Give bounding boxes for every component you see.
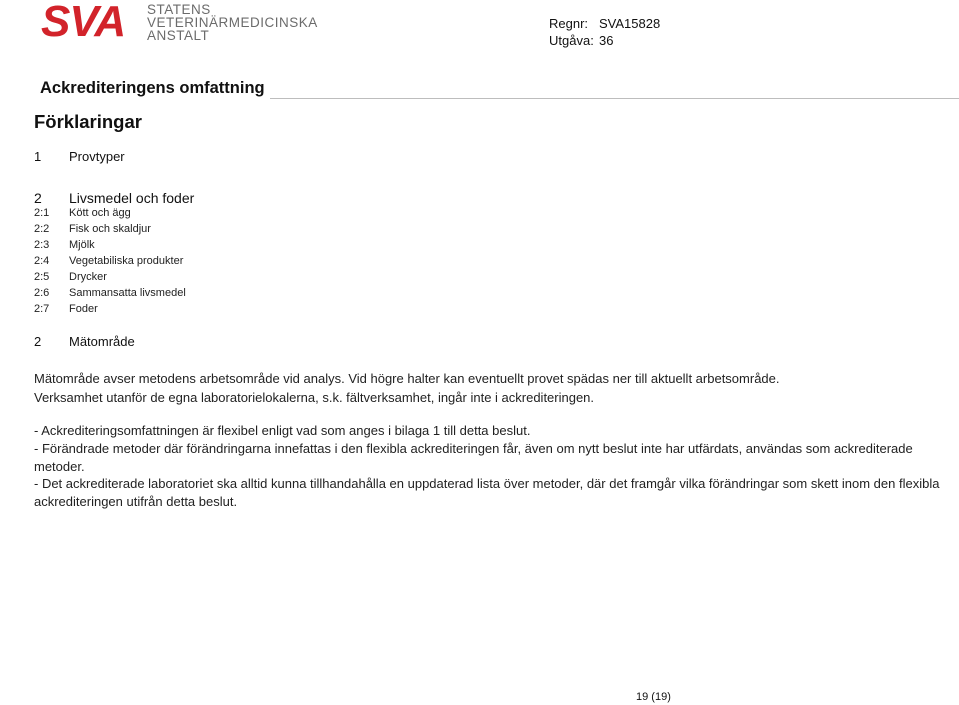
list-item-number: 2:7 bbox=[34, 303, 50, 315]
list-item-label: Mjölk bbox=[69, 239, 95, 251]
heading-livsmedel: Livsmedel och foder bbox=[69, 190, 195, 206]
logo-line-1: STATENS bbox=[147, 2, 211, 17]
list-item bbox=[34, 239, 334, 253]
utgava-value: 36 bbox=[599, 33, 614, 48]
heading-livsmedel-number: 2 bbox=[34, 190, 42, 206]
list-item bbox=[34, 287, 334, 301]
list-item-label: Sammansatta livsmedel bbox=[69, 287, 186, 299]
list-item bbox=[34, 207, 334, 221]
paragraph-matomrade: Mätområde avser metodens arbetsområde vid analys. Vid högre halter kan eventuellt provet spädas ner till aktuellt arbetsområde. bbox=[34, 371, 780, 386]
section-title: Förklaringar bbox=[34, 111, 142, 132]
utgava-label: Utgåva: bbox=[549, 33, 594, 48]
heading-matomrade-number: 2 bbox=[34, 334, 42, 349]
logo-mark: SVA bbox=[41, 0, 126, 46]
list-item-label: Vegetabiliska produkter bbox=[69, 255, 184, 267]
paragraph-forandrade-metoder-cont: metoder. bbox=[34, 459, 85, 474]
heading-provtyper: Provtyper bbox=[69, 149, 125, 164]
paragraph-forandrade-metoder: - Förändrade metoder där förändringarna innefattas i den flexibla ackrediteringen får, även om nytt beslut inte har utfärdats, användas som ackrediterade bbox=[34, 441, 913, 456]
heading-provtyper-number: 1 bbox=[34, 149, 42, 164]
list-item bbox=[34, 303, 334, 317]
heading-matomrade: Mätområde bbox=[69, 334, 135, 349]
title-divider bbox=[270, 98, 959, 99]
list-item bbox=[34, 271, 334, 285]
paragraph-faltverksamhet: Verksamhet utanför de egna laboratorielokalerna, s.k. fältverksamhet, ingår inte i ackrediteringen. bbox=[34, 390, 595, 405]
list-item-label: Foder bbox=[69, 303, 98, 315]
list-item-label: Kött och ägg bbox=[69, 207, 131, 219]
list-item-label: Drycker bbox=[69, 271, 107, 283]
logo-line-3: ANSTALT bbox=[147, 28, 210, 43]
regnr-label: Regnr: bbox=[549, 16, 589, 31]
list-item-number: 2:2 bbox=[34, 223, 50, 235]
page-number: 19 (19) bbox=[636, 691, 671, 703]
logo-wordmark bbox=[147, 3, 318, 42]
list-item bbox=[34, 255, 334, 269]
paragraph-uppdaterad-lista-cont: ackrediteringen utifrån detta beslut. bbox=[34, 494, 238, 509]
list-item bbox=[34, 223, 334, 237]
paragraph-uppdaterad-lista: - Det ackrediterade laboratoriet ska alltid kunna tillhandahålla en uppdaterad lista över metoder, där det framgår vilka förändringar som skett inom den flexibla bbox=[34, 476, 940, 491]
list-item-label: Fisk och skaldjur bbox=[69, 223, 151, 235]
sva-logo bbox=[41, 0, 318, 46]
list-item-number: 2:1 bbox=[34, 207, 50, 219]
list-item-number: 2:5 bbox=[34, 271, 50, 283]
document-title: Ackrediteringens omfattning bbox=[40, 79, 265, 97]
paragraph-flexibel: - Ackrediteringsomfattningen är flexibel enligt vad som anges i bilaga 1 till detta beslut. bbox=[34, 423, 531, 438]
list-item-number: 2:6 bbox=[34, 287, 50, 299]
regnr-value: SVA15828 bbox=[599, 16, 661, 31]
list-item-number: 2:4 bbox=[34, 255, 50, 267]
list-item-number: 2:3 bbox=[34, 239, 50, 251]
logo-line-2: VETERINÄRMEDICINSKA bbox=[147, 15, 318, 30]
